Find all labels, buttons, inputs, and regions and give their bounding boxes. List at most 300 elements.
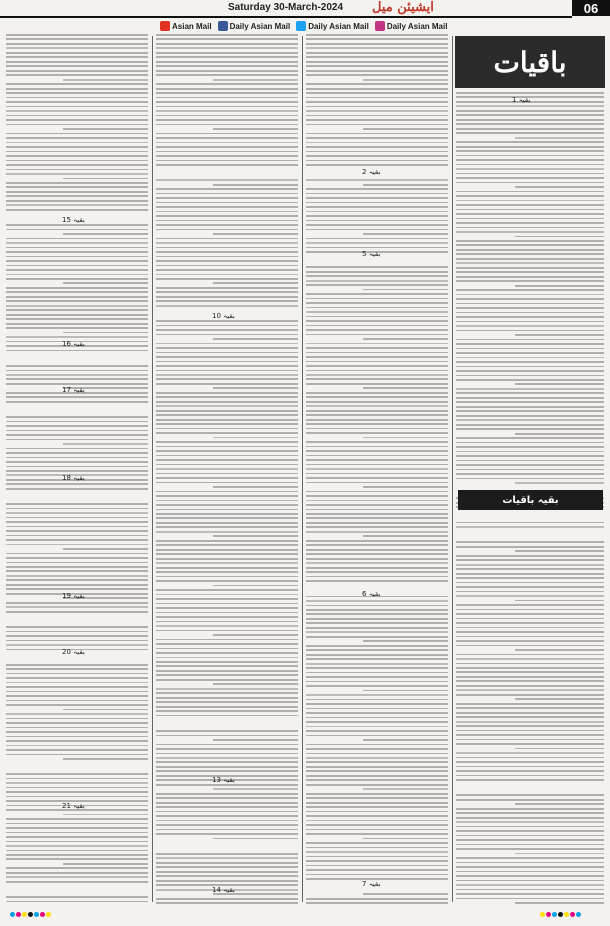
text-line [306, 522, 448, 524]
text-line [6, 439, 148, 441]
text-line [306, 155, 448, 157]
text-line [306, 151, 448, 153]
text-line [306, 106, 448, 108]
text-line [6, 191, 148, 193]
text-line [306, 97, 448, 99]
text-line [6, 631, 148, 633]
text-line [456, 889, 604, 891]
text-line [213, 788, 298, 790]
text-line [6, 876, 148, 878]
text-column-2 [156, 34, 298, 904]
text-line [306, 513, 448, 515]
text-line [156, 43, 298, 45]
text-line [6, 503, 148, 505]
text-line [156, 880, 298, 882]
text-line [156, 866, 298, 868]
text-line [6, 700, 148, 702]
text-line [306, 811, 448, 813]
text-line [156, 607, 298, 609]
text-line [306, 229, 448, 231]
text-line [156, 428, 298, 430]
text-line [456, 222, 604, 224]
text-line [6, 557, 148, 559]
text-line [456, 267, 604, 269]
text-line [515, 236, 604, 238]
text-line [156, 477, 298, 479]
text-line [156, 356, 298, 358]
text-line [6, 535, 148, 537]
text-line [456, 159, 604, 161]
text-line [306, 378, 448, 380]
text-line [456, 361, 604, 363]
text-line [63, 863, 148, 865]
text-line [456, 511, 604, 519]
text-line [306, 874, 448, 876]
text-line [456, 893, 604, 895]
text-line [306, 748, 448, 750]
text-line [306, 146, 448, 148]
text-line [6, 56, 148, 58]
text-line [306, 52, 448, 54]
column-rule [302, 36, 303, 902]
text-line [456, 177, 604, 179]
text-line [156, 710, 298, 712]
text-line [363, 79, 448, 81]
text-line [6, 164, 148, 166]
text-line [156, 325, 298, 327]
text-line [213, 437, 298, 439]
text-line [6, 74, 148, 76]
text-line [456, 105, 604, 107]
text-line [456, 339, 604, 341]
text-line [306, 160, 448, 162]
text-line [6, 401, 148, 403]
text-line [456, 685, 604, 687]
text-line [306, 414, 448, 416]
text-line [306, 766, 448, 768]
text-line [306, 806, 448, 808]
text-line [156, 329, 298, 331]
text-line [306, 361, 448, 363]
text-line [6, 722, 148, 724]
text-line [156, 119, 298, 121]
text-line [306, 242, 448, 244]
section-caption: بقیہ 14 [212, 886, 235, 894]
text-line [6, 508, 148, 510]
text-line [156, 571, 298, 573]
text-line [306, 464, 448, 466]
text-line [456, 478, 604, 480]
text-line [456, 348, 604, 350]
text-line [6, 544, 148, 546]
social-youtube[interactable] [160, 21, 212, 31]
text-line [156, 648, 298, 650]
text-line [456, 703, 604, 705]
text-line [306, 847, 448, 849]
text-line [6, 151, 148, 153]
text-line [456, 312, 604, 314]
print-footer [0, 906, 610, 926]
text-line [456, 676, 604, 678]
text-line [6, 704, 148, 706]
text-line [6, 229, 148, 231]
text-line [306, 334, 448, 336]
text-line [306, 356, 448, 358]
text-line [456, 123, 604, 125]
text-line [456, 442, 604, 444]
text-line [156, 343, 298, 345]
text-line [156, 589, 298, 591]
text-line [306, 636, 448, 638]
text-line [6, 677, 148, 679]
text-line [6, 405, 148, 413]
text-line [456, 857, 604, 859]
text-line [156, 531, 298, 533]
instagram-icon [375, 21, 385, 31]
social-twitter[interactable] [296, 21, 369, 31]
text-line [306, 238, 448, 240]
text-line [515, 748, 604, 750]
text-line [156, 598, 298, 600]
text-line [306, 712, 448, 714]
text-line [6, 818, 148, 820]
text-line [63, 282, 148, 284]
text-line [156, 74, 298, 76]
text-line [156, 495, 298, 497]
text-line [6, 896, 148, 898]
text-line [6, 65, 148, 67]
text-line [306, 56, 448, 58]
text-line [306, 370, 448, 372]
text-line [156, 265, 298, 267]
text-line [156, 188, 298, 190]
text-line [6, 488, 148, 490]
text-line [306, 833, 448, 835]
text-line [306, 580, 448, 582]
text-line [456, 92, 604, 94]
text-line [456, 609, 604, 611]
text-line [213, 233, 298, 235]
text-line [456, 419, 604, 421]
text-line [456, 464, 604, 466]
text-line [156, 352, 298, 354]
text-line [6, 727, 148, 729]
text-line [456, 591, 604, 593]
text-line [156, 513, 298, 515]
text-line [306, 842, 448, 844]
text-line [156, 370, 298, 372]
text-line [63, 709, 148, 711]
text-line [456, 209, 604, 211]
text-line [306, 631, 448, 633]
text-line [156, 274, 298, 276]
text-line [156, 61, 298, 63]
section-caption: بقیہ 21 [62, 802, 85, 810]
text-line [63, 548, 148, 550]
text-line [363, 535, 448, 537]
social-instagram[interactable] [375, 21, 448, 31]
text-line [213, 79, 298, 81]
text-line [306, 432, 448, 434]
text-line [456, 862, 604, 864]
text-line [156, 875, 298, 877]
text-line [156, 612, 298, 614]
text-line [456, 375, 604, 377]
text-line [456, 155, 604, 157]
text-line [6, 713, 148, 715]
text-line [6, 242, 148, 244]
text-line [456, 689, 604, 691]
text-line [156, 101, 298, 103]
text-line [306, 775, 448, 777]
text-line [515, 698, 604, 700]
text-line [156, 110, 298, 112]
text-line [306, 477, 448, 479]
text-line [306, 793, 448, 795]
text-line [156, 88, 298, 90]
text-line [156, 761, 298, 763]
text-line [6, 265, 148, 267]
text-line [456, 808, 604, 810]
text-line [156, 392, 298, 394]
text-line [456, 799, 604, 801]
text-line [156, 320, 298, 322]
text-line [156, 562, 298, 564]
text-lines [156, 34, 298, 904]
text-line [156, 146, 298, 148]
text-line [306, 815, 448, 817]
text-line [156, 65, 298, 67]
text-line [6, 396, 148, 398]
text-line [456, 330, 604, 332]
text-line [6, 43, 148, 45]
text-line [456, 164, 604, 166]
text-line [456, 379, 604, 381]
text-line [363, 690, 448, 692]
text-line [156, 522, 298, 524]
text-line [6, 169, 148, 171]
text-line [156, 211, 298, 213]
text-line [6, 539, 148, 541]
text-line [306, 757, 448, 759]
text-line [456, 784, 604, 792]
text-line [6, 323, 148, 325]
text-line [6, 336, 148, 338]
text-line [6, 365, 148, 367]
text-line [456, 694, 604, 696]
text-line [306, 307, 448, 309]
text-line [456, 730, 604, 732]
text-line [306, 302, 448, 304]
social-facebook[interactable] [218, 21, 291, 31]
text-line [156, 625, 298, 627]
text-line [306, 83, 448, 85]
text-line [156, 630, 298, 632]
text-line [6, 155, 148, 157]
text-line [6, 137, 148, 139]
text-line [6, 305, 148, 307]
text-line [6, 778, 148, 780]
text-line [6, 38, 148, 40]
text-line [456, 460, 604, 462]
text-line [306, 65, 448, 67]
text-line [306, 284, 448, 286]
text-line [6, 881, 148, 883]
text-line [156, 229, 298, 231]
text-line [306, 280, 448, 282]
text-line [156, 871, 298, 873]
text-line [6, 314, 148, 316]
text-line [456, 280, 604, 282]
text-line [306, 352, 448, 354]
text-line [6, 470, 148, 472]
social-label: Daily Asian Mail [386, 21, 448, 31]
text-line [306, 824, 448, 826]
text-line [306, 797, 448, 799]
text-line [156, 853, 298, 855]
text-line [156, 857, 298, 859]
text-line [6, 434, 148, 436]
text-line [156, 735, 298, 737]
social-label: Daily Asian Mail [229, 21, 291, 31]
text-line [456, 195, 604, 197]
text-line [156, 674, 298, 676]
text-line [6, 796, 148, 798]
text-line [456, 613, 604, 615]
text-line [306, 224, 448, 226]
text-line [156, 450, 298, 452]
text-line [213, 338, 298, 340]
text-line [306, 383, 448, 385]
text-line [306, 325, 448, 327]
text-line [456, 451, 604, 453]
text-line [6, 52, 148, 54]
text-line [306, 110, 448, 112]
text-line [456, 469, 604, 471]
text-line [456, 898, 604, 900]
text-line [6, 858, 148, 860]
text-line [456, 249, 604, 251]
text-line [306, 609, 448, 611]
text-line [156, 52, 298, 54]
text-line [456, 663, 604, 665]
text-line [6, 644, 148, 646]
text-line [456, 667, 604, 669]
text-line [515, 600, 604, 602]
text-line [306, 101, 448, 103]
text-line [63, 233, 148, 235]
social-links [160, 18, 447, 34]
text-line [456, 631, 604, 633]
text-line [456, 743, 604, 745]
text-line [6, 430, 148, 432]
text-line [306, 137, 448, 139]
text-line [306, 549, 448, 551]
text-line [456, 289, 604, 291]
youtube-icon [160, 21, 170, 31]
text-line [6, 606, 148, 608]
text-line [156, 269, 298, 271]
text-line [515, 649, 604, 651]
column-rule [152, 36, 153, 902]
text-line [63, 178, 148, 180]
box-heading: بقیہ باقیات [458, 490, 603, 510]
text-line [156, 697, 298, 699]
text-line [156, 665, 298, 667]
text-line [456, 716, 604, 718]
text-line [156, 220, 298, 222]
text-line [6, 588, 148, 590]
text-line [6, 61, 148, 63]
text-line [515, 433, 604, 435]
text-line [156, 361, 298, 363]
text-line [6, 615, 148, 623]
text-line [306, 509, 448, 511]
text-line [6, 70, 148, 72]
text-line [306, 717, 448, 719]
facebook-icon [218, 21, 228, 31]
section-caption: بقیہ 6 [362, 590, 381, 598]
text-line [6, 850, 148, 852]
text-line [306, 164, 448, 166]
text-line [306, 495, 448, 497]
text-line [156, 806, 298, 808]
text-line [456, 812, 604, 814]
text-line [456, 370, 604, 372]
text-line [156, 540, 298, 542]
text-line [6, 836, 148, 838]
text-line [156, 770, 298, 772]
text-line [456, 582, 604, 584]
text-line [6, 664, 148, 666]
text-line [306, 685, 448, 687]
text-line [156, 719, 298, 727]
text-line [456, 826, 604, 828]
text-line [306, 298, 448, 300]
text-line [306, 401, 448, 403]
text-line [6, 378, 148, 380]
text-line [363, 387, 448, 389]
text-line [306, 423, 448, 425]
text-line [6, 787, 148, 789]
text-line [306, 459, 448, 461]
text-line [456, 204, 604, 206]
text-line [306, 74, 448, 76]
text-line [456, 622, 604, 624]
text-line [6, 115, 148, 117]
text-line [6, 791, 148, 793]
text-line [306, 708, 448, 710]
text-line [156, 580, 298, 582]
text-line [6, 854, 148, 856]
text-line [156, 238, 298, 240]
text-line [156, 164, 298, 166]
text-line [306, 571, 448, 573]
text-line [306, 558, 448, 560]
text-column-3 [306, 34, 448, 904]
text-line [6, 204, 148, 206]
color-bar-left [10, 912, 51, 917]
text-line [213, 683, 298, 685]
text-line [156, 124, 298, 126]
text-line [156, 473, 298, 475]
text-line [156, 169, 298, 177]
text-line [63, 128, 148, 130]
text-line [456, 871, 604, 873]
text-line [306, 405, 448, 407]
text-line [306, 694, 448, 696]
text-line [6, 260, 148, 262]
